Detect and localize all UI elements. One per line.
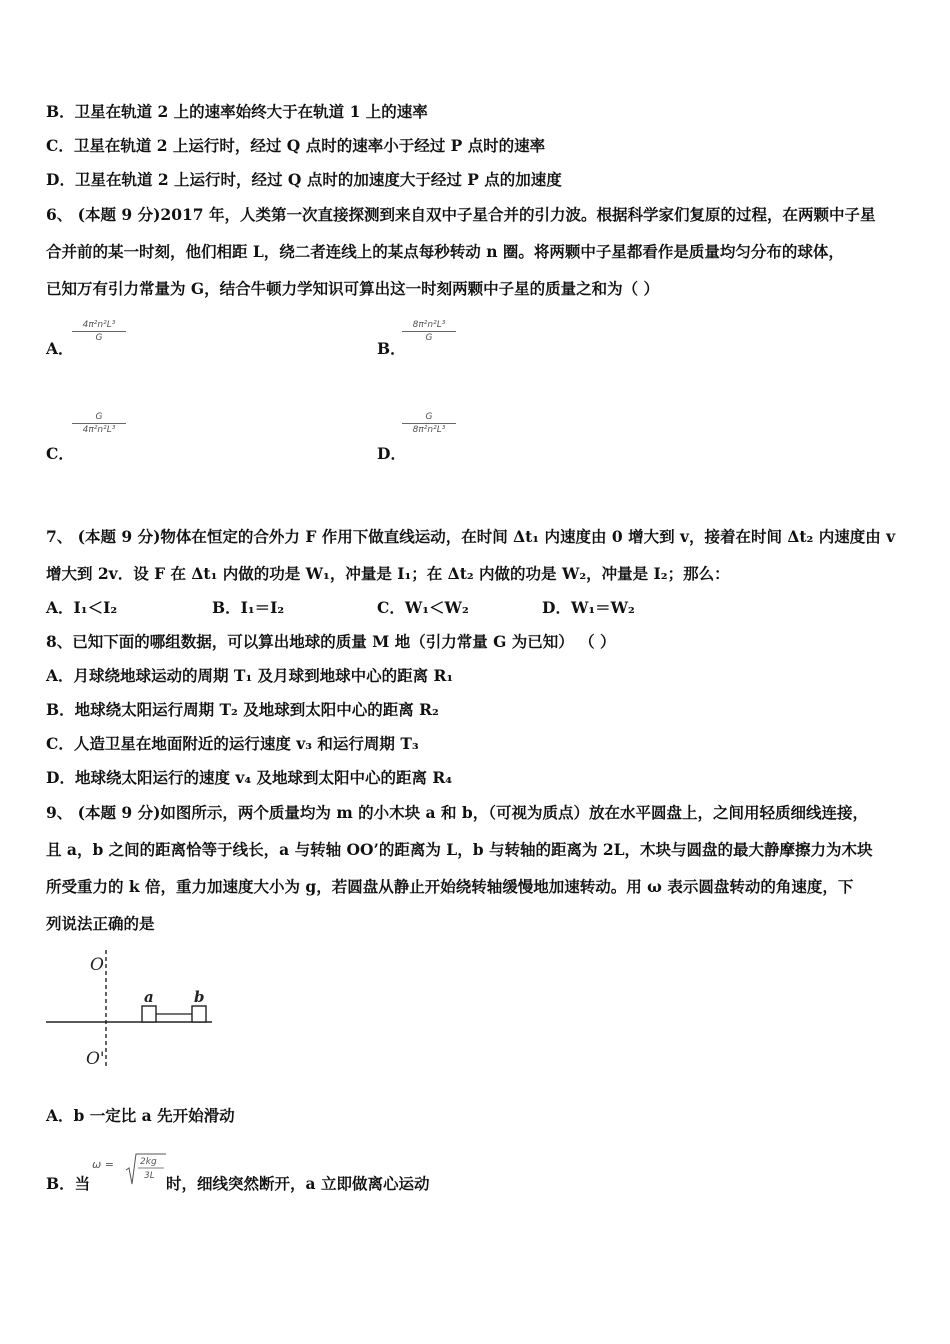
rotating-disk-figure [44,944,214,1074]
q8-stem: 8、已知下面的哪组数据，可以算出地球的质量 M 地（引力常量 G 为已知） （ ） [46,632,616,651]
block-label-b: b [194,988,205,1006]
q8-option-c: C．人造卫星在地面附近的运行速度 v₃ 和运行周期 T₃ [46,734,419,753]
q6-stem-line1: 6、 (本题 9 分)2017 年，人类第一次直接探测到来自双中子星合并的引力波。根据科学家们复原的过程，在两颗中子星 [46,205,876,224]
q9-option-b-formula [92,1150,172,1190]
q6-a-numerator: 4π²n²L³ [82,320,116,330]
q6-stem-line2: 合并前的某一时刻，他们相距 L，绕二者连线上的某点每秒转动 n 圈。将两颗中子星都看作是质量均匀分布的球体， [46,242,844,261]
block-b [192,1006,206,1022]
q9-option-a: A．b 一定比 a 先开始滑动 [46,1106,235,1125]
q6-option-b-label: B． [377,339,406,358]
axis-label-o-prime: O' [86,1049,105,1069]
q9-stem-line1: 9、 (本题 9 分)如图所示，两个质量均为 m 的小木块 a 和 b，（可视为质点）放在水平圆盘上，之间用轻质细线连接， [46,803,868,822]
q6-option-a-formula [72,320,126,343]
axis-label-o: O [90,955,104,975]
q6-d-denominator: 8π²n²L³ [412,425,446,435]
q6-option-c-label: C． [46,444,74,463]
q8-option-b: B．地球绕太阳运行周期 T₂ 及地球到太阳中心的距离 R₂ [46,700,439,719]
q9-option-b-suffix: 时，细线突然断开，a 立即做离心运动 [166,1174,430,1193]
block-label-a: a [144,988,154,1006]
q7-option-d: D．W₁＝W₂ [542,598,635,617]
q7-stem-line1: 7、 (本题 9 分)物体在恒定的合外力 F 作用下做直线运动，在时间 Δt₁ 内速度由 0 增大到 v，接着在时间 Δt₂ 内速度由 v [46,527,896,546]
q6-b-denominator: G [425,333,433,343]
q6-d-numerator: G [425,412,433,422]
q6-c-denominator: 4π²n²L³ [82,425,116,435]
formula-omega: ω = [92,1158,114,1171]
q7-option-c: C．W₁＜W₂ [377,598,469,617]
q8-option-d: D．地球绕太阳运行的速度 v₄ 及地球到太阳中心的距离 R₄ [46,768,453,787]
q8-option-a: A．月球绕地球运动的周期 T₁ 及月球到地球中心的距离 R₁ [46,666,454,685]
q6-stem-line3: 已知万有引力常量为 G，结合牛顿力学知识可算出这一时刻两颗中子星的质量之和为（ ） [46,279,660,298]
block-a [142,1006,156,1022]
formula-denominator: 3L [144,1171,155,1181]
q5-option-b: B．卫星在轨道 2 上的速率始终大于在轨道 1 上的速率 [46,102,428,121]
q6-option-c-formula [72,412,126,435]
q6-option-a-label: A． [46,339,74,358]
q5-option-d: D．卫星在轨道 2 上运行时，经过 Q 点时的加速度大于经过 P 点的加速度 [46,170,562,189]
q5-option-c: C．卫星在轨道 2 上运行时，经过 Q 点时的速率小于经过 P 点时的速率 [46,136,546,155]
q9-stem-line3: 所受重力的 k 倍，重力加速度大小为 g，若圆盘从静止开始绕转轴缓慢地加速转动。用 ω 表示圆盘转动的角速度，下 [46,877,854,896]
q7-option-b: B．I₁＝I₂ [212,598,285,617]
q9-option-b-prefix: B．当 [46,1174,91,1193]
q7-stem-line2: 增大到 2v．设 F 在 Δt₁ 内做的功是 W₁，冲量是 I₁；在 Δt₂ 内做的功是 W₂，冲量是 I₂；那么： [46,564,730,583]
q7-option-a: A．I₁＜I₂ [46,598,118,617]
q6-a-denominator: G [95,333,103,343]
formula-numerator: 2kg [140,1157,157,1167]
q6-b-numerator: 8π²n²L³ [412,320,446,330]
q6-option-d-formula [402,412,456,435]
q6-option-d-label: D． [377,444,406,463]
q9-stem-line2: 且 a，b 之间的距离恰等于线长，a 与转轴 OO’的距离为 L，b 与转轴的距离为 2L，木块与圆盘的最大静摩擦力为木块 [46,840,873,859]
q6-option-b-formula [402,320,456,343]
q9-stem-line4: 列说法正确的是 [46,914,155,933]
q6-c-numerator: G [95,412,103,422]
